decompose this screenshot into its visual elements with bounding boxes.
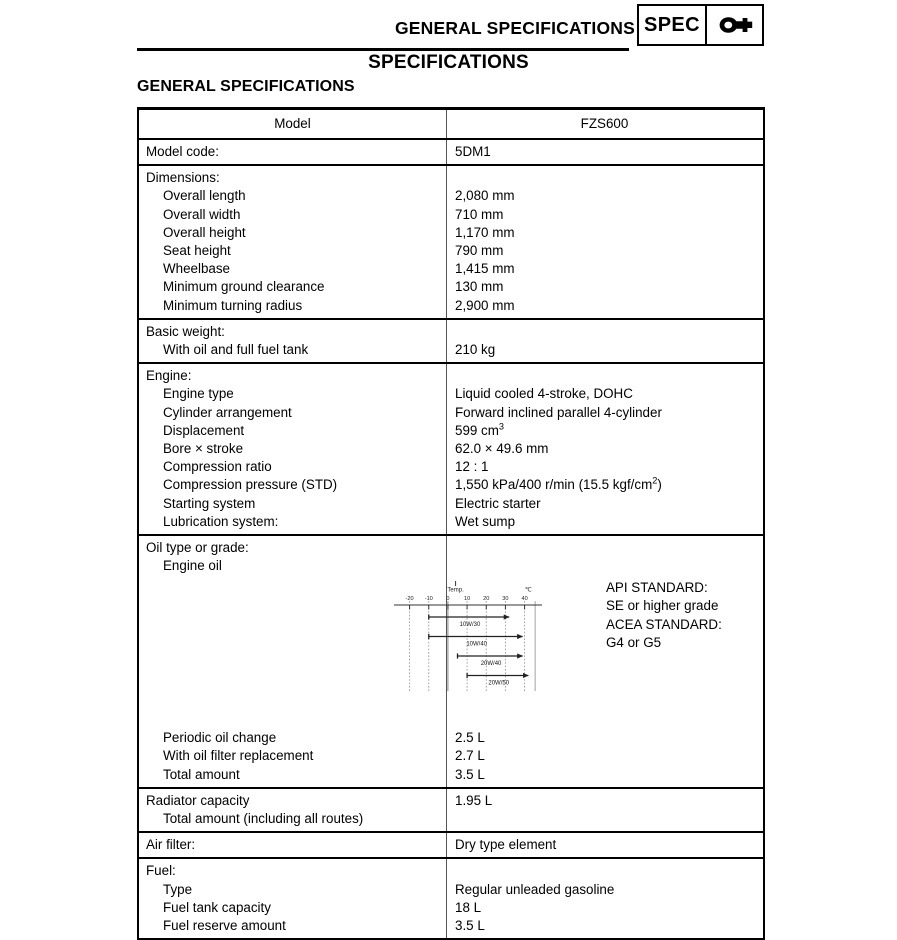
group-air-filter	[139, 833, 763, 859]
row-label: Displacement	[163, 422, 245, 438]
row-label: Minimum ground clearance	[163, 279, 325, 295]
column-divider	[446, 166, 447, 318]
table-row	[139, 166, 763, 187]
row-label: Engine oil	[163, 558, 222, 574]
spec-tab-label: SPEC	[639, 6, 707, 44]
column-divider	[446, 140, 447, 164]
row-value: 1.95 L	[455, 792, 493, 808]
svg-text:0: 0	[446, 596, 450, 603]
row-value: 2,080 mm	[455, 188, 515, 204]
row-label: Seat height	[163, 243, 231, 259]
table-row	[139, 495, 763, 513]
table-row	[139, 364, 763, 385]
row-label: Overall height	[163, 224, 246, 240]
row-label: Minimum turning radius	[163, 297, 303, 313]
row-label: Cylinder arrangement	[163, 404, 292, 420]
table-row	[139, 187, 763, 205]
svg-text:20: 20	[483, 596, 490, 603]
row-value: 1,415 mm	[455, 261, 515, 277]
table-row	[139, 729, 763, 747]
row-label: Radiator capacity	[146, 792, 250, 808]
table-row	[139, 341, 763, 362]
column-divider	[446, 364, 447, 534]
row-label: Fuel tank capacity	[163, 899, 271, 915]
row-value: Liquid cooled 4-stroke, DOHC	[455, 386, 633, 402]
table-row	[139, 859, 763, 880]
table-row	[139, 422, 763, 440]
column-divider	[446, 320, 447, 362]
row-label: Fuel:	[146, 863, 176, 879]
table-row	[139, 476, 763, 494]
row-value: 1,170 mm	[455, 224, 515, 240]
group-fuel	[139, 859, 763, 938]
column-divider	[446, 833, 447, 857]
row-label: Total amount (including all routes)	[163, 811, 364, 827]
row-value: 210 kg	[455, 342, 496, 358]
svg-text:40: 40	[521, 596, 528, 603]
row-value: 5DM1	[455, 144, 491, 159]
table-row	[139, 385, 763, 403]
row-label: Periodic oil change	[163, 730, 277, 746]
table-row	[139, 557, 763, 575]
table-row	[139, 810, 763, 831]
section-title: GENERAL SPECIFICATIONS	[137, 78, 355, 95]
row-label: Air filter:	[146, 837, 196, 853]
document-title: SPECIFICATIONS	[368, 52, 529, 73]
column-divider	[446, 789, 447, 831]
table-row	[139, 513, 763, 534]
row-label: Type	[163, 881, 193, 897]
row-label: Fuel reserve amount	[163, 918, 286, 934]
row-value: 790 mm	[455, 243, 504, 259]
table-row	[139, 224, 763, 242]
table-row	[139, 404, 763, 422]
api-standard-value: SE or higher grade	[606, 598, 719, 614]
table-row	[139, 536, 763, 557]
group-oil-type	[139, 536, 763, 789]
group-dimensions	[139, 166, 763, 320]
row-value: 3.5 L	[455, 766, 485, 782]
row-value: Regular unleaded gasoline	[455, 881, 615, 897]
row-label: Dimensions:	[146, 170, 220, 186]
table-header-label: Model	[274, 116, 311, 131]
svg-text:Temp.: Temp.	[447, 587, 464, 594]
row-value: 130 mm	[455, 279, 504, 295]
row-label: With oil and full fuel tank	[163, 342, 309, 358]
row-value: 62.0 × 49.6 mm	[455, 441, 549, 457]
row-label: Wheelbase	[163, 261, 230, 277]
svg-text:-20: -20	[405, 596, 414, 603]
header-title: GENERAL SPECIFICATIONS	[394, 18, 635, 38]
row-label: With oil filter replacement	[163, 748, 314, 764]
table-row	[139, 833, 763, 857]
table-row	[139, 206, 763, 224]
row-value: 2.7 L	[455, 748, 485, 764]
table-row	[139, 789, 763, 810]
table-row	[139, 278, 763, 296]
table-row	[139, 881, 763, 899]
group-radiator	[139, 789, 763, 833]
group-model-code	[139, 140, 763, 166]
table-row	[139, 440, 763, 458]
row-value: Wet sump	[455, 513, 516, 529]
row-value: Electric starter	[455, 495, 541, 511]
specifications-table	[137, 107, 765, 940]
row-label: Bore × stroke	[163, 441, 244, 457]
row-label: Starting system	[163, 495, 256, 511]
svg-text:10: 10	[463, 596, 471, 603]
table-row	[139, 320, 763, 341]
row-value: 12 : 1	[455, 459, 489, 475]
row-label: Total amount	[163, 766, 240, 782]
svg-text:30: 30	[502, 596, 509, 603]
oil-viscosity-chart	[394, 575, 542, 695]
row-label: Model code:	[146, 144, 219, 159]
row-label: Lubrication system:	[163, 513, 279, 529]
acea-standard-value: G4 or G5	[606, 634, 662, 650]
row-label: Basic weight:	[146, 323, 225, 339]
oil-grade-chart-block	[139, 557, 763, 729]
table-row	[139, 747, 763, 765]
acea-standard-label: ACEA STANDARD:	[606, 616, 722, 632]
table-row	[139, 242, 763, 260]
row-value: 2,900 mm	[455, 297, 515, 313]
row-value: 18 L	[455, 899, 482, 915]
row-label: Overall width	[163, 206, 241, 222]
svg-text:20W/50: 20W/50	[488, 680, 510, 687]
row-label: Oil type or grade:	[146, 540, 249, 556]
table-row	[139, 766, 763, 787]
row-value: Forward inclined parallel 4-cylinder	[455, 404, 662, 420]
table-header-group	[139, 110, 763, 140]
row-value: 2.5 L	[455, 730, 485, 746]
spec-section-tab[interactable]	[637, 4, 764, 46]
table-header-value: FZS600	[580, 116, 629, 131]
row-value: 599 $cm^3$	[455, 421, 505, 438]
row-label: Overall length	[163, 188, 246, 204]
table-row	[139, 458, 763, 476]
table-row	[139, 917, 763, 938]
svg-text:20W/40: 20W/40	[480, 661, 502, 668]
table-row	[139, 297, 763, 318]
column-divider	[446, 859, 447, 938]
group-basic-weight	[139, 320, 763, 364]
row-value: 1,550 kPa/400 r/min (15.5 kgf/$cm^2$)	[455, 475, 662, 493]
svg-text:-10: -10	[424, 596, 433, 603]
row-label: Compression ratio	[163, 459, 272, 475]
row-label: Engine:	[146, 368, 192, 384]
api-standard-label: API STANDARD:	[606, 580, 708, 596]
table-row	[139, 260, 763, 278]
column-divider	[446, 110, 447, 138]
svg-text:10W/40: 10W/40	[466, 641, 488, 648]
table-row	[139, 899, 763, 917]
header-rule	[137, 48, 629, 51]
row-label: Compression pressure (STD)	[163, 477, 338, 493]
row-value: 3.5 L	[455, 918, 485, 934]
group-engine	[139, 364, 763, 536]
table-row	[139, 140, 763, 164]
row-label: Engine type	[163, 386, 234, 402]
row-value: 710 mm	[455, 206, 504, 222]
oil-standards-text	[606, 579, 722, 652]
table-header-row	[139, 110, 763, 138]
row-value: Dry type element	[455, 837, 557, 853]
svg-text:10W/30: 10W/30	[459, 622, 481, 629]
svg-text:℃: ℃	[525, 587, 532, 594]
wrench-icon	[707, 6, 762, 44]
